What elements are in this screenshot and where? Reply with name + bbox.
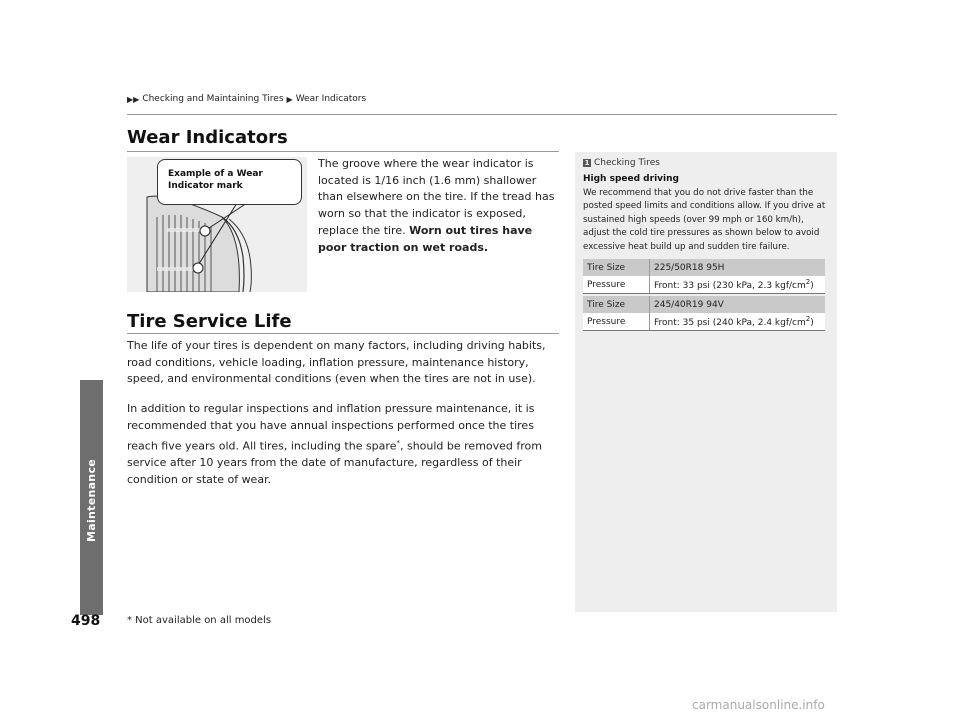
callout-line-2: Indicator mark (168, 181, 243, 191)
pressure-end: ) (810, 281, 814, 291)
pressure-superscript: 2 (805, 315, 811, 323)
breadcrumb-item-tires[interactable]: Checking and Maintaining Tires (142, 94, 284, 104)
service-divider (127, 333, 559, 334)
watermark: carmanualsonline.info (692, 698, 825, 712)
header-divider (127, 114, 837, 115)
breadcrumb-arrow-icon: ▶ (286, 94, 293, 104)
title-divider (127, 151, 559, 152)
callout-line-1: Example of a Wear (168, 169, 263, 179)
wear-warning-text: Worn out tires have poor traction on wet roads. (318, 223, 533, 254)
pressure-superscript: 2 (805, 278, 811, 286)
table-row (583, 296, 825, 313)
table-row (583, 259, 825, 276)
spec-value (650, 313, 826, 331)
reference-mark-icon: 1 (584, 159, 590, 167)
service-paragraph-1: The life of your tires is dependent on many factors, including driving habits, road conditions, vehicle loading, inflation pressure, maintenance history, speed, and environmental conditions (even when the tires are not in use). (127, 339, 546, 386)
spec-label: Tire Size (583, 296, 650, 313)
page-number: 498 (71, 613, 101, 629)
table-row (583, 313, 825, 331)
footnote-asterisk[interactable]: * (396, 438, 400, 447)
spec-label: Pressure (583, 313, 650, 331)
panel-heading-text: Checking Tires (594, 158, 660, 168)
service-paragraph-2-end: , should be removed from service after 10 years from the date of manufacture, regardless of their condition or state of wear. (127, 439, 542, 486)
figure-callout (157, 159, 302, 205)
footnote: * Not available on all models (127, 615, 272, 626)
wear-indicator-figure (127, 157, 307, 292)
sidebar-label-text: Maintenance (85, 458, 98, 542)
panel-body-text: We recommend that you do not drive faster than the posted speed limits and conditions allow. If you drive at sustained high speeds (over 99 mph or 160 km/h), adjust the cold tire pressures as shown below to avoid excessive heat build up and sudden tire failure. (583, 188, 826, 252)
breadcrumb-arrow-icon: ▶▶ (127, 94, 140, 104)
breadcrumb-item-wear[interactable]: Wear Indicators (295, 94, 367, 104)
spec-value: 225/50R18 95H (650, 259, 826, 276)
panel-subheading: High speed driving (583, 174, 679, 184)
section-title-tire-service-life: Tire Service Life (127, 311, 292, 332)
breadcrumb (127, 94, 366, 104)
pressure-end: ) (810, 318, 814, 328)
panel-heading (583, 158, 660, 168)
tire-spec-table-2 (583, 296, 825, 331)
sidebar-section-label (80, 450, 103, 550)
service-body (127, 338, 567, 501)
wear-intro (318, 156, 562, 256)
pressure-text: Front: 35 psi (240 kPa, 2.4 kgf/cm (654, 318, 806, 328)
section-title-wear-indicators: Wear Indicators (127, 127, 288, 148)
pressure-text: Front: 33 psi (230 kPa, 2.3 kgf/cm (654, 281, 806, 291)
side-note-panel (575, 152, 837, 612)
tire-spec-table-1 (583, 259, 825, 294)
service-paragraph-2 (127, 401, 567, 488)
table-row (583, 276, 825, 294)
spec-value (650, 276, 826, 294)
spec-label: Tire Size (583, 259, 650, 276)
wear-intro-text: The groove where the wear indicator is located is 1/16 inch (1.6 mm) shallower than elsewhere on the tire. If the tread has worn so that the indicator is exposed, replace the tire. (318, 157, 555, 237)
spec-value: 245/40R19 94V (650, 296, 826, 313)
spec-label: Pressure (583, 276, 650, 294)
service-paragraph-2-start: In addition to regular inspections and inflation pressure maintenance, it is recommended that you have annual inspections performed once the tires reach five years old. All tires, including the spare (127, 402, 535, 453)
